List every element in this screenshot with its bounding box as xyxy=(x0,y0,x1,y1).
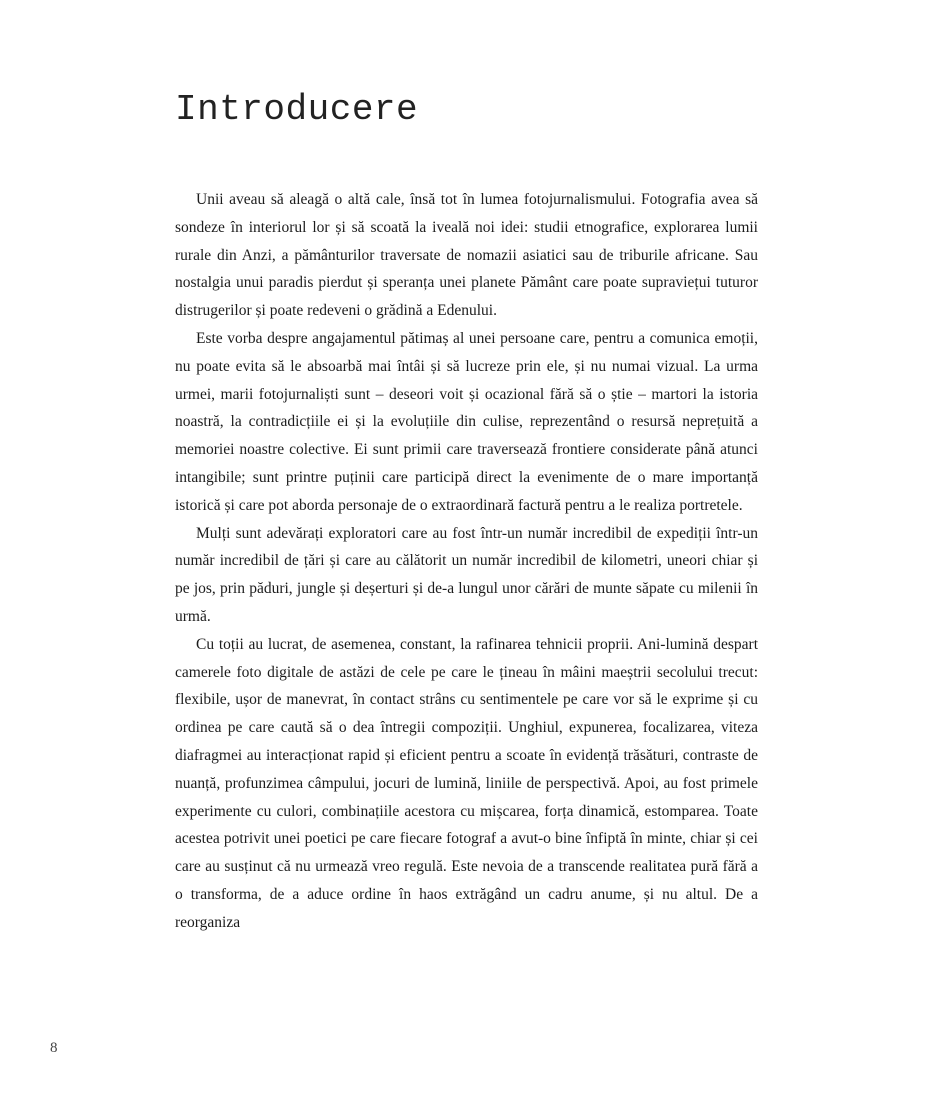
paragraph: Mulți sunt adevărați exploratori care au fost într-un număr incredibil de expediții într-un număr incredibil de țări și care au călătorit un număr incredibil de kilometri, uneori chiar și pe jos, prin păduri, jungle și deșerturi și de-a lungul unor cărări de munte săpate cu milenii în urmă. xyxy=(175,524,758,625)
chapter-title: Introducere xyxy=(175,89,419,130)
paragraph: Unii aveau să aleagă o altă cale, însă tot în lumea fotojurnalismului. Fotografia avea să sondeze în interiorul lor și să scoată la iveală noi idei: studii etnografice, explorarea lumii rurale din Anzi, a pământurilor traversate de nomazii asiatici sau de triburile africane. Sau nostalgia unui paradis pierdut și speranța unei planete Pământ care poate supraviețui tuturor distrugerilor și poate redeveni o grădină a Edenului. xyxy=(175,191,758,320)
paragraph: Cu toții au lucrat, de asemenea, constant, la rafinarea tehnicii proprii. Ani-lumină despart camerele foto digitale de astăzi de cele pe care le țineau în mâini maeștrii secolului trecut: flexibile, ușor de manevrat, în contact strâns cu sentimentele pe care vor să le exprime și cu ordinea pe care caută să o dea întregii compoziții. Unghiul, expunerea, focalizarea, viteza diafragmei au interacționat rapid și eficient pentru a scoate în evidență trăsături, contraste de nuanță, profunzimea câmpului, jocuri de lumină, liniile de perspectivă. Apoi, au fost primele experimente cu culori, combinațiile acestora cu mișcarea, forța dinamică, estomparea. Toate acestea potrivit unei poetici pe care fiecare fotograf a avut-o bine înfiptă în minte, chiar și cei care au susținut că nu urmează vreo regulă. Este nevoia de a transcende realitatea pură fără a o transforma, de a aduce ordine în haos extrăgând un cadru anume, și nu altul. De a reorganiza xyxy=(175,635,758,931)
page-number: 8 xyxy=(50,1040,58,1056)
body-text xyxy=(175,186,758,937)
paragraph: Este vorba despre angajamentul pătimaș al unei persoane care, pentru a comunica emoții, nu poate evita să le absoarbă mai întâi și să lucreze prin ele, și nu numai vizual. La urma urmei, marii fotojurnaliști sunt – deseori voit și ocazional fără să o știe – martori la istoria noastră, la contradicțiile ei și la evoluțiile din culise, reprezentând o resursă neprețuită a memoriei noastre colective. Ei sunt primii care traversează frontiere considerate până atunci intangibile; sunt printre puținii care participă direct la evenimente de o mare importanță istorică și care pot aborda personaje de o extraordinară factură pentru a le realiza portretele. xyxy=(175,329,758,514)
